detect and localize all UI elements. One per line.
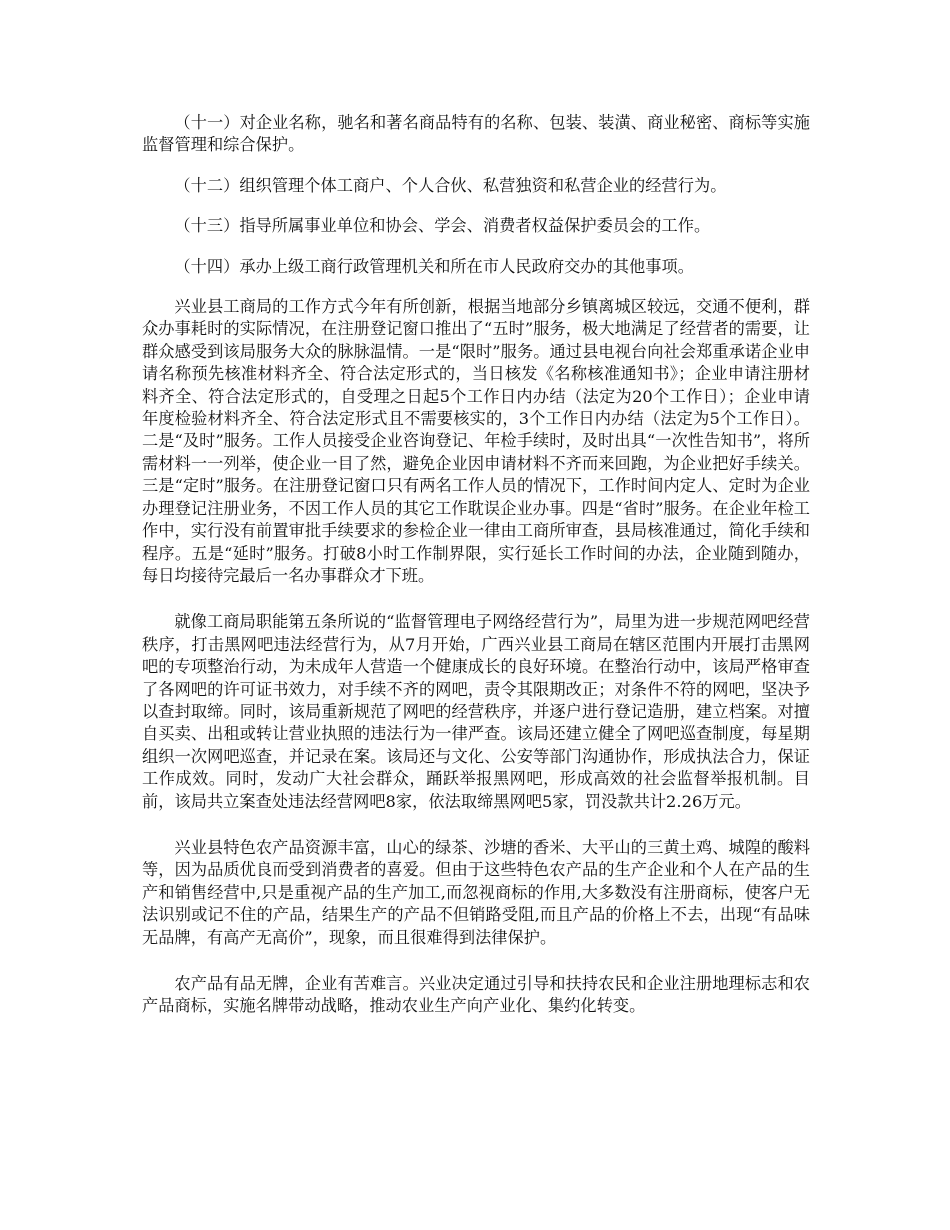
document-page <box>142 112 810 1018</box>
paragraph-internet-cafe-crackdown: 就像工商局职能第五条所说的“监督管理电子网络经营行为”，局里为进一步规范网吧经营秩序，打击黑网吧违法经营行为，从7月开始，广西兴业县工商局在辖区范围内开展打击黑网吧的专项整治行动，为未成年人营造一个健康成长的良好环境。在整治行动中，该局严格审查了各网吧的许可证书效力，对手续不齐的网吧，责令其限期改正；对条件不符的网吧，坚决予以查封取缔。同时，该局重新规范了网吧的经营秩序，并逐户进行登记造册，建立档案。对擅自买卖、出租或转让营业执照的违法行为一律严查。该局还建立健全了网吧巡查制度，每星期组织一次网吧巡查，并记录在案。该局还与文化、公安等部门沟通协作，形成执法合力，保证工作成效。同时，发动广大社会群众，踊跃举报黑网吧，形成高效的社会监督举报机制。目前，该局共立案查处违法经营网吧8家，依法取缔黑网吧5家，罚没款共计2.26万元。 <box>142 612 810 811</box>
paragraph-item-14: （十四）承办上级工商行政管理机关和所在市人民政府交办的其他事项。 <box>174 256 694 276</box>
paragraph-item-11: （十一）对企业名称，驰名和著名商品特有的名称、包装、装潢、商业秘密、商标等实施监督管理和综合保护。 <box>142 113 810 155</box>
paragraph-item-12: （十二）组织管理个体工商户、个人合伙、私营独资和私营企业的经营行为。 <box>174 175 727 195</box>
paragraph-item-13: （十三）指导所属事业单位和协会、学会、消费者权益保护委员会的工作。 <box>174 216 711 236</box>
paragraph-five-services: 兴业县工商局的工作方式今年有所创新，根据当地部分乡镇离城区较远，交通不便利，群众办事耗时的实际情况，在注册登记窗口推出了“五时”服务，极大地满足了经营者的需要，让群众感受到该局服务大众的脉脉温情。一是“限时”服务。通过县电视台向社会郑重承诺企业申请名称预先核准材料齐全、符合法定形式的，当日核发《名称核准通知书》；企业申请注册材料齐全、符合法定形式的，自受理之日起5个工作日内办结（法定为20个工作日）；企业申请年度检验材料齐全、符合法定形式且不需要核实的，3个工作日内办结（法定为5个工作日）。二是“及时”服务。工作人员接受企业咨询登记、年检手续时，及时出具“一次性告知书”，将所需材料一一列举，使企业一目了然，避免企业因申请材料不齐而来回跑，为企业把好手续关。三是“定时”服务。在注册登记窗口只有两名工作人员的情况下，工作时间内定人、定时为企业办理登记注册业务，不因工作人员的其它工作耽误企业办事。四是“省时”服务。在企业年检工作中，实行没有前置审批手续要求的参检企业一律由工商所审查，县局核准通过，简化手续和程序。五是“延时”服务。打破8小时工作制界限，实行延长工作时间的办法，企业随到随办，每日均接待完最后一名办事群众才下班。 <box>142 297 810 585</box>
paragraph-specialty-products: 兴业县特色农产品资源丰富，山心的绿茶、沙塘的香米、大平山的三黄土鸡、城隍的酸料等，因为品质优良而受到消费者的喜爱。但由于这些特色农产品的生产企业和个人在产品的生产和销售经营中,只是重视产品的生产加工,而忽视商标的作用,大多数没有注册商标，使客户无法识别或记不住的产品，结果生产的产品不但销路受阻,而且产品的价格上不去，出现“有品味无品牌，有高产无高价”，现象，而且很难得到法律保护。 <box>142 837 810 947</box>
paragraph-brand-strategy: 农产品有品无牌，企业有苦难言。兴业决定通过引导和扶持农民和企业注册地理标志和农产品商标，实施名牌带动战略，推动农业生产向产业化、集约化转变。 <box>142 974 810 1016</box>
